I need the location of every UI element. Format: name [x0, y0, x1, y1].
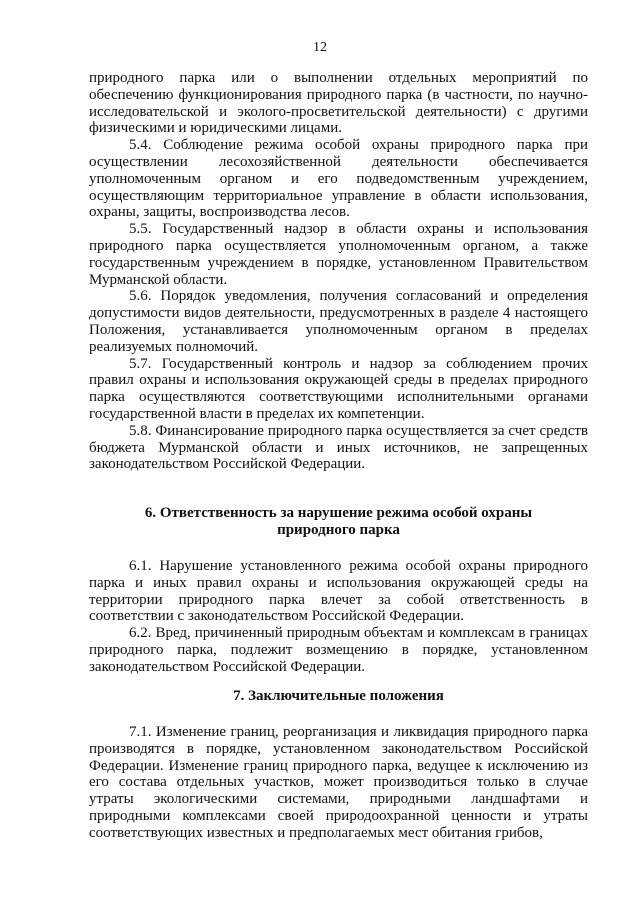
paragraph-5-7: 5.7. Государственный контроль и надзор за соблюдением прочих правил охраны и использования окружающей среды в пределах природного парка осуществляются соответствующими исполнительными органами государственной власти в пределах их компетенции.: [89, 355, 588, 422]
paragraph-5-5: 5.5. Государственный надзор в области охраны и использования природного парка осуществляется уполномоченным органом, а также государственным учреждением в порядке, установленном Правительством Мурманской области.: [89, 221, 588, 288]
section-7-body: [89, 724, 588, 842]
section-6-body: [89, 558, 588, 676]
section-7-heading: [89, 688, 588, 705]
section-5-continuation: [89, 70, 588, 473]
paragraph-5-8: 5.8. Финансирование природного парка осуществляется за счет средств бюджета Мурманской области и иных источников, не запрещенных законодательством Российской Федерации.: [89, 422, 588, 473]
page-number: 12: [313, 40, 327, 55]
paragraph-5-4: 5.4. Соблюдение режима особой охраны природного парка при осуществлении лесохозяйственной деятельности обеспечивается уполномоченным органом и его подведомственным учреждением, осуществляющим территориальное управление в области использования, охраны, защиты, воспроизводства лесов.: [89, 137, 588, 221]
section-6-title-line2: природного парка: [277, 522, 400, 538]
paragraph-6-2: 6.2. Вред, причиненный природным объектам и комплексам в границах природного парка, подлежит возмещению в порядке, установленном законодательством Российской Федерации.: [89, 625, 588, 675]
paragraph-5-6: 5.6. Порядок уведомления, получения согласований и определения допустимости видов деятельности, предусмотренных в разделе 4 настоящего Положения, устанавливается уполномоченным органом в пределах реализуемых полномочий.: [89, 288, 588, 355]
section-7-title: 7. Заключительные положения: [233, 688, 444, 704]
section-6-heading: [89, 505, 588, 539]
paragraph-continuation: природного парка или о выполнении отдельных мероприятий по обеспечению функционирования природного парка (в частности, по научно-исследовательской и эколого-просветительской деятельности) с другими физическими и юридическими лицами.: [89, 70, 588, 137]
paragraph-7-1: 7.1. Изменение границ, реорганизация и ликвидация природного парка производятся в порядке, установленном законодательством Российской Федерации. Изменение границ природного парка, ведущее к исключению из его состава отдельных участков, может производиться только в случае утраты экологическими системами, природными ландшафтами и природными комплексами своей природоохранной ценности и утраты соответствующих известных и предполагаемых мест обитания грибов,: [89, 724, 588, 841]
section-6-title: 6. Ответственность за нарушение режима особой охраны: [144, 505, 533, 521]
paragraph-6-1: 6.1. Нарушение установленного режима особой охраны природного парка и иных правил охраны и использования окружающей среды на территории природного парка влечет за собой ответственность в соответствии с законодательством Российской Федерации.: [89, 558, 588, 625]
